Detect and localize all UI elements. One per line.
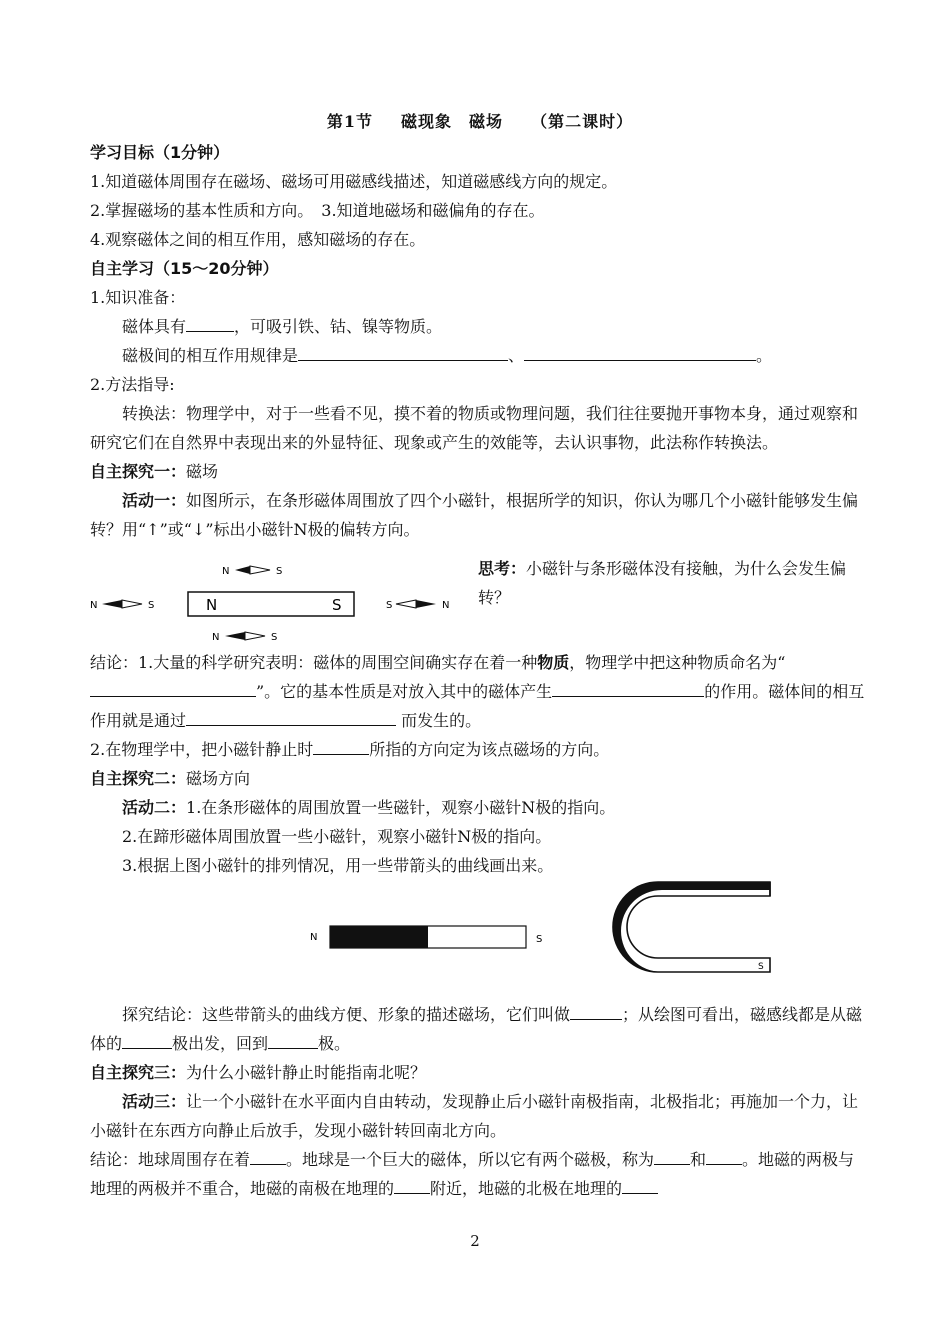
prep-text: ，可吸引铁、钴、镍等物质。 <box>234 317 443 336</box>
answer-blank[interactable] <box>90 678 256 697</box>
bar-magnet-2 <box>310 926 542 948</box>
explore1-heading <box>90 457 870 486</box>
needle-s-half <box>122 600 142 608</box>
prep-title: 1.知识准备： <box>90 288 186 307</box>
needle-n-label: N <box>222 566 230 577</box>
think-box <box>478 554 870 612</box>
activity2-item: 3.根据上图小磁针的排列情况，用一些带箭头的曲线画出来。 <box>122 856 554 875</box>
activity2-body: 1.在条形磁体的周围放置一些磁针，观察小磁针N极的指向。 <box>186 798 616 817</box>
compass-needle-right <box>386 600 449 611</box>
prep-line-2 <box>90 341 870 370</box>
self-study-heading: 自主学习（15～20分钟） <box>90 259 279 278</box>
needle-n-label: N <box>442 600 450 611</box>
conclusion-bold: 物质 <box>537 653 570 672</box>
conclusion-text: 而发生的。 <box>396 711 482 730</box>
conclusion-text: 探究结论：这些带箭头的曲线方便、形象的描述磁场，它们叫做 <box>122 1005 571 1024</box>
answer-blank[interactable] <box>186 313 234 332</box>
conclusion-text: 所指的方向定为该点磁场的方向。 <box>369 740 610 759</box>
answer-blank[interactable] <box>524 342 756 361</box>
answer-blank[interactable] <box>654 1146 690 1165</box>
bar-magnet-n-half <box>330 926 428 948</box>
explore2-topic: 磁场方向 <box>186 769 251 788</box>
answer-blank[interactable] <box>186 707 396 726</box>
needle-s-half <box>396 600 416 608</box>
activity1-text <box>90 486 870 544</box>
bar-s-label: S <box>536 934 543 945</box>
conclusion1-text <box>90 648 870 735</box>
page-number: 2 <box>470 1232 480 1250</box>
conclusion-text: 。地球是一个巨大的磁体，所以它有两个磁极，称为 <box>286 1150 655 1169</box>
answer-blank[interactable] <box>622 1175 658 1194</box>
bar-magnet <box>188 592 354 616</box>
needle-n-half <box>416 600 436 608</box>
needle-s-half <box>250 566 270 574</box>
answer-blank[interactable] <box>394 1175 430 1194</box>
answer-blank[interactable] <box>298 342 508 361</box>
conclusion-text: 附近，地磁的北极在地理的 <box>430 1179 623 1198</box>
document-page <box>90 108 870 1203</box>
activity2-item <box>90 793 870 822</box>
title-lesson: （第二课时） <box>531 112 634 131</box>
explore3-topic: 为什么小磁针静止时能指南北呢？ <box>186 1063 427 1082</box>
compass-needle-top <box>222 566 282 577</box>
horse-s-label: S <box>758 962 764 972</box>
magnet-field-figure <box>90 880 870 1000</box>
activity1-label: 活动一： <box>122 491 187 510</box>
explore2-conclusion <box>90 1000 870 1058</box>
needle-n-label: N <box>212 632 220 643</box>
conclusion2-text <box>90 735 870 764</box>
explore2-heading <box>90 764 870 793</box>
magnet-field-svg <box>90 880 870 1000</box>
explore3-heading <box>90 1058 870 1087</box>
answer-blank[interactable] <box>570 1001 622 1020</box>
activity1-body: 如图所示，在条形磁体周围放了四个小磁针，根据所学的知识，你认为哪几个小磁针能够发生偏转？用“↑”或“↓”标出小磁针N极的偏转方向。 <box>90 491 859 539</box>
conclusion-text: 极出发，回到 <box>172 1034 269 1053</box>
conclusion-text: 2.在物理学中，把小磁针静止时 <box>90 740 314 759</box>
goal-item: 4.观察磁体之间的相互作用，感知磁场的存在。 <box>90 230 426 249</box>
explore3-conclusion <box>90 1145 870 1203</box>
needle-s-label: S <box>276 566 283 577</box>
activity3-label: 活动三： <box>122 1092 187 1111</box>
bar-magnet-figure <box>90 548 870 648</box>
answer-blank[interactable] <box>552 678 704 697</box>
needle-n-half <box>225 632 245 640</box>
bar-s-label: S <box>332 596 342 614</box>
method-text: 转换法：物理学中，对于一些看不见，摸不着的物质或物理问题，我们往往要抛开事物本身，通过观察和研究它们在自然界中表现出来的外显特征、现象或产生的效能等，去认识事物，此法称作转换法。 <box>90 404 859 452</box>
needle-n-half <box>235 566 250 574</box>
prep-text: 磁体具有 <box>122 317 187 336</box>
needle-s-label: S <box>386 600 393 611</box>
think-label: 思考： <box>478 559 527 578</box>
answer-blank[interactable] <box>313 736 369 755</box>
compass-needle-left <box>90 600 154 611</box>
conclusion-text: 极。 <box>318 1034 351 1053</box>
needle-n-half <box>102 600 122 608</box>
conclusion-text: 结论：1.大量的科学研究表明：磁体的周围空间确实存在着一种 <box>90 653 538 672</box>
activity3-text <box>90 1087 870 1145</box>
activity3-body: 让一个小磁针在水平面内自由转动，发现静止后小磁针南极指南，北极指北；再施加一个力，让小磁针在东西方向静止后放手，发现小磁针转回南北方向。 <box>90 1092 859 1140</box>
explore3-label: 自主探究三： <box>90 1063 187 1082</box>
compass-needle-bottom <box>212 632 277 643</box>
prep-text: 。 <box>756 346 773 365</box>
prep-line-1 <box>90 312 870 341</box>
title-section: 第1节 <box>326 112 374 131</box>
answer-blank[interactable] <box>706 1146 742 1165</box>
conclusion-text: ，物理学中把这种物质命名为“ <box>569 653 786 672</box>
explore2-label: 自主探究二： <box>90 769 187 788</box>
needle-n-label: N <box>90 600 98 611</box>
method-title: 2.方法指导: <box>90 375 175 394</box>
answer-blank[interactable] <box>122 1030 172 1049</box>
conclusion-text: ”。它的基本性质是对放入其中的磁体产生 <box>256 682 553 701</box>
needle-s-half <box>245 632 265 640</box>
conclusion-text: 的作用。磁体间的相互作用就是通过 <box>90 682 865 730</box>
horseshoe-magnet <box>613 882 770 972</box>
goal-item: 2.掌握磁场的基本性质和方向。 3.知道地磁场和磁偏角的存在。 <box>90 201 545 220</box>
activity2-label: 活动二： <box>122 798 187 817</box>
bar-n-label: N <box>206 596 218 614</box>
prep-text: 磁极间的相互作用规律是 <box>122 346 299 365</box>
conclusion-text: 结论：地球周围存在着 <box>90 1150 251 1169</box>
page-title <box>90 108 870 136</box>
prep-text: 、 <box>508 346 525 365</box>
needle-s-label: S <box>271 632 278 643</box>
answer-blank[interactable] <box>250 1146 286 1165</box>
goals-heading: 学习目标（1分钟） <box>90 143 230 162</box>
activity2-item: 2.在蹄形磁体周围放置一些小磁针，观察小磁针N极的指向。 <box>122 827 552 846</box>
think-text: 小磁针与条形磁体没有接触，为什么会发生偏转？ <box>478 559 847 607</box>
goal-item: 1.知道磁体周围存在磁场、磁场可用磁感线描述，知道磁感线方向的规定。 <box>90 172 618 191</box>
bar-n-label: N <box>310 932 318 943</box>
conclusion-text: 。地磁的两极与地理的两极并不重合，地磁的南极在地理的 <box>90 1150 855 1198</box>
explore1-topic: 磁场 <box>186 462 219 481</box>
needle-s-label: S <box>148 600 155 611</box>
bar-magnet-svg <box>90 548 470 648</box>
answer-blank[interactable] <box>268 1030 318 1049</box>
conclusion-text: ；从绘图可看出，磁感线都是从磁体的 <box>90 1005 863 1053</box>
conclusion-text: 和 <box>690 1150 707 1169</box>
title-topic: 磁现象 磁场 <box>401 112 504 131</box>
explore1-label: 自主探究一： <box>90 462 187 481</box>
